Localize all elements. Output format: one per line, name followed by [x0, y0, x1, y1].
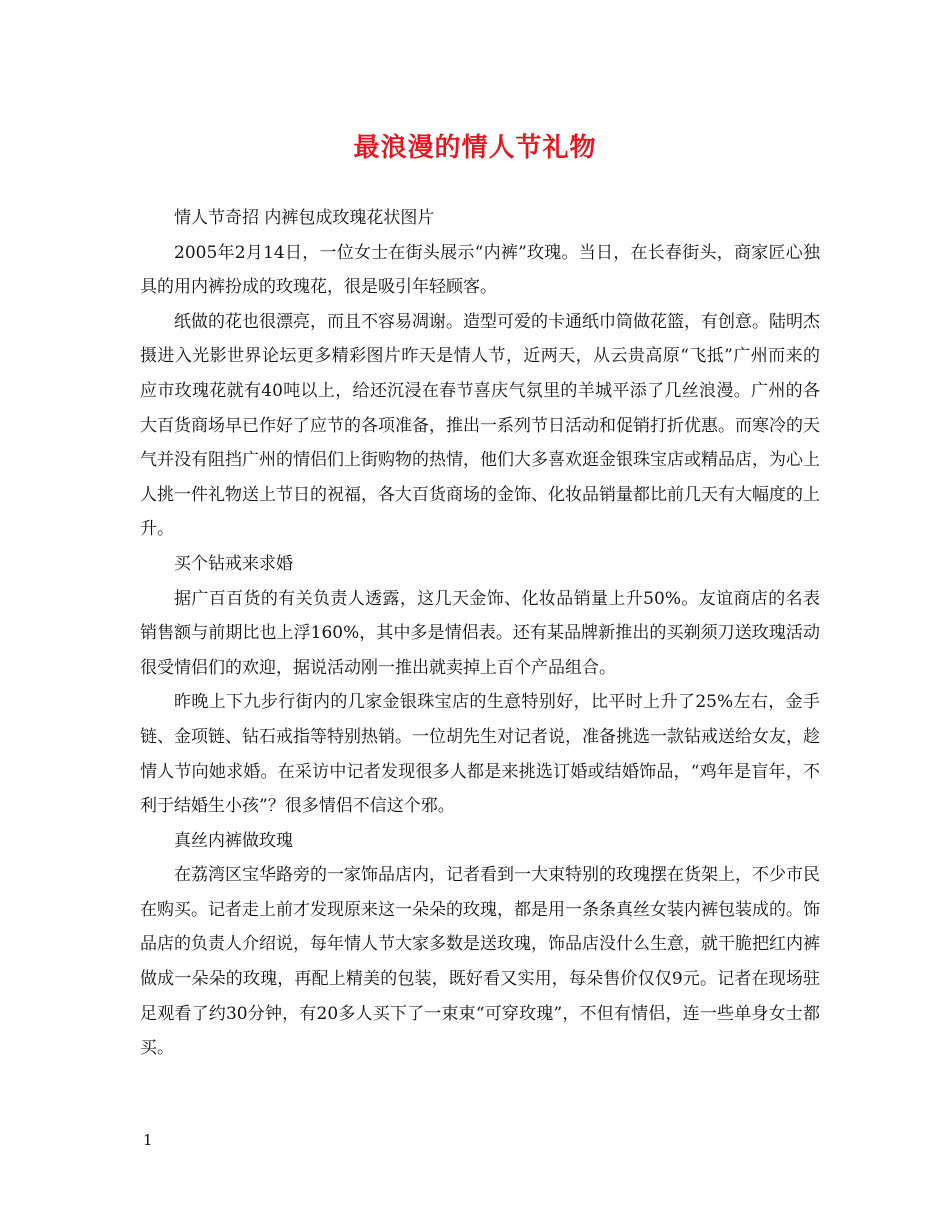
article-subtitle: 情人节奇招 内裤包成玫瑰花状图片: [174, 208, 435, 228]
paragraph: 在荔湾区宝华路旁的一家饰品店内，记者看到一大束特别的玫瑰摆在货架上，不少市民在购买。记者走上前才发现原来这一朵朵的玫瑰，都是用一条条真丝女装内裤包装成的。饰品店的负责人介绍说，每年情人节大家多数是送玫瑰，饰品店没什么生意，就干脆把红内裤做成一朵朵的玫瑰，再配上精美的包装，既好看又实用，每朵售价仅仅9元。记者在现场驻足观看了约30分钟，有20多人买下了一束束“可穿玫瑰”，不但有情侣，连一些单身女士都买。: [140, 865, 820, 1059]
paragraph: 昨晚上下九步行街内的几家金银珠宝店的生意特别好，比平时上升了25%左右，金手链、金项链、钻石戒指等特别热销。一位胡先生对记者说，准备挑选一款钻戒送给女友，趁情人节向她求婚。在采访中记者发现很多人都是来挑选订婚或结婚饰品，“鸡年是盲年，不利于结婚生小孩”？很多情侣不信这个邪。: [140, 692, 820, 817]
page-number: 1: [143, 1131, 153, 1149]
paragraph: 纸做的花也很漂亮，而且不容易凋谢。造型可爱的卡通纸巾筒做花篮，有创意。陆明杰摄进入光影世界论坛更多精彩图片昨天是情人节，近两天，从云贵高原“飞抵”广州而来的应市玫瑰花就有40吨以上，给还沉浸在春节喜庆气氛里的羊城平添了几丝浪漫。广州的各大百货商场早已作好了应节的各项准备，推出一系列节日活动和促销打折优惠。而寒冷的天气并没有阻挡广州的情侣们上街购物的热情，他们大多喜欢逛金银珠宝店或精品店，为心上人挑一件礼物送上节日的祝福，各大百货商场的金饰、化妆品销量都比前几天有大幅度的上升。: [140, 311, 820, 540]
article-body: [140, 201, 820, 1066]
section-heading: 买个钻戒来求婚: [174, 553, 293, 574]
paragraph: 2005年2月14日，一位女士在街头展示“内裤”玫瑰。当日，在长春街头，商家匠心独具的用内裤扮成的玫瑰花，很是吸引年轻顾客。: [140, 242, 820, 298]
paragraph: 据广百百货的有关负责人透露，这几天金饰、化妆品销量上升50%。友谊商店的名表销售额与前期比也上浮160%，其中多是情侣表。还有某品牌新推出的买剃须刀送玫瑰活动很受情侣们的欢迎，据说活动刚一推出就卖掉上百个产品组合。: [140, 588, 820, 678]
section-heading: 真丝内裤做玫瑰: [174, 830, 293, 851]
page-title: 最浪漫的情人节礼物: [353, 133, 597, 163]
